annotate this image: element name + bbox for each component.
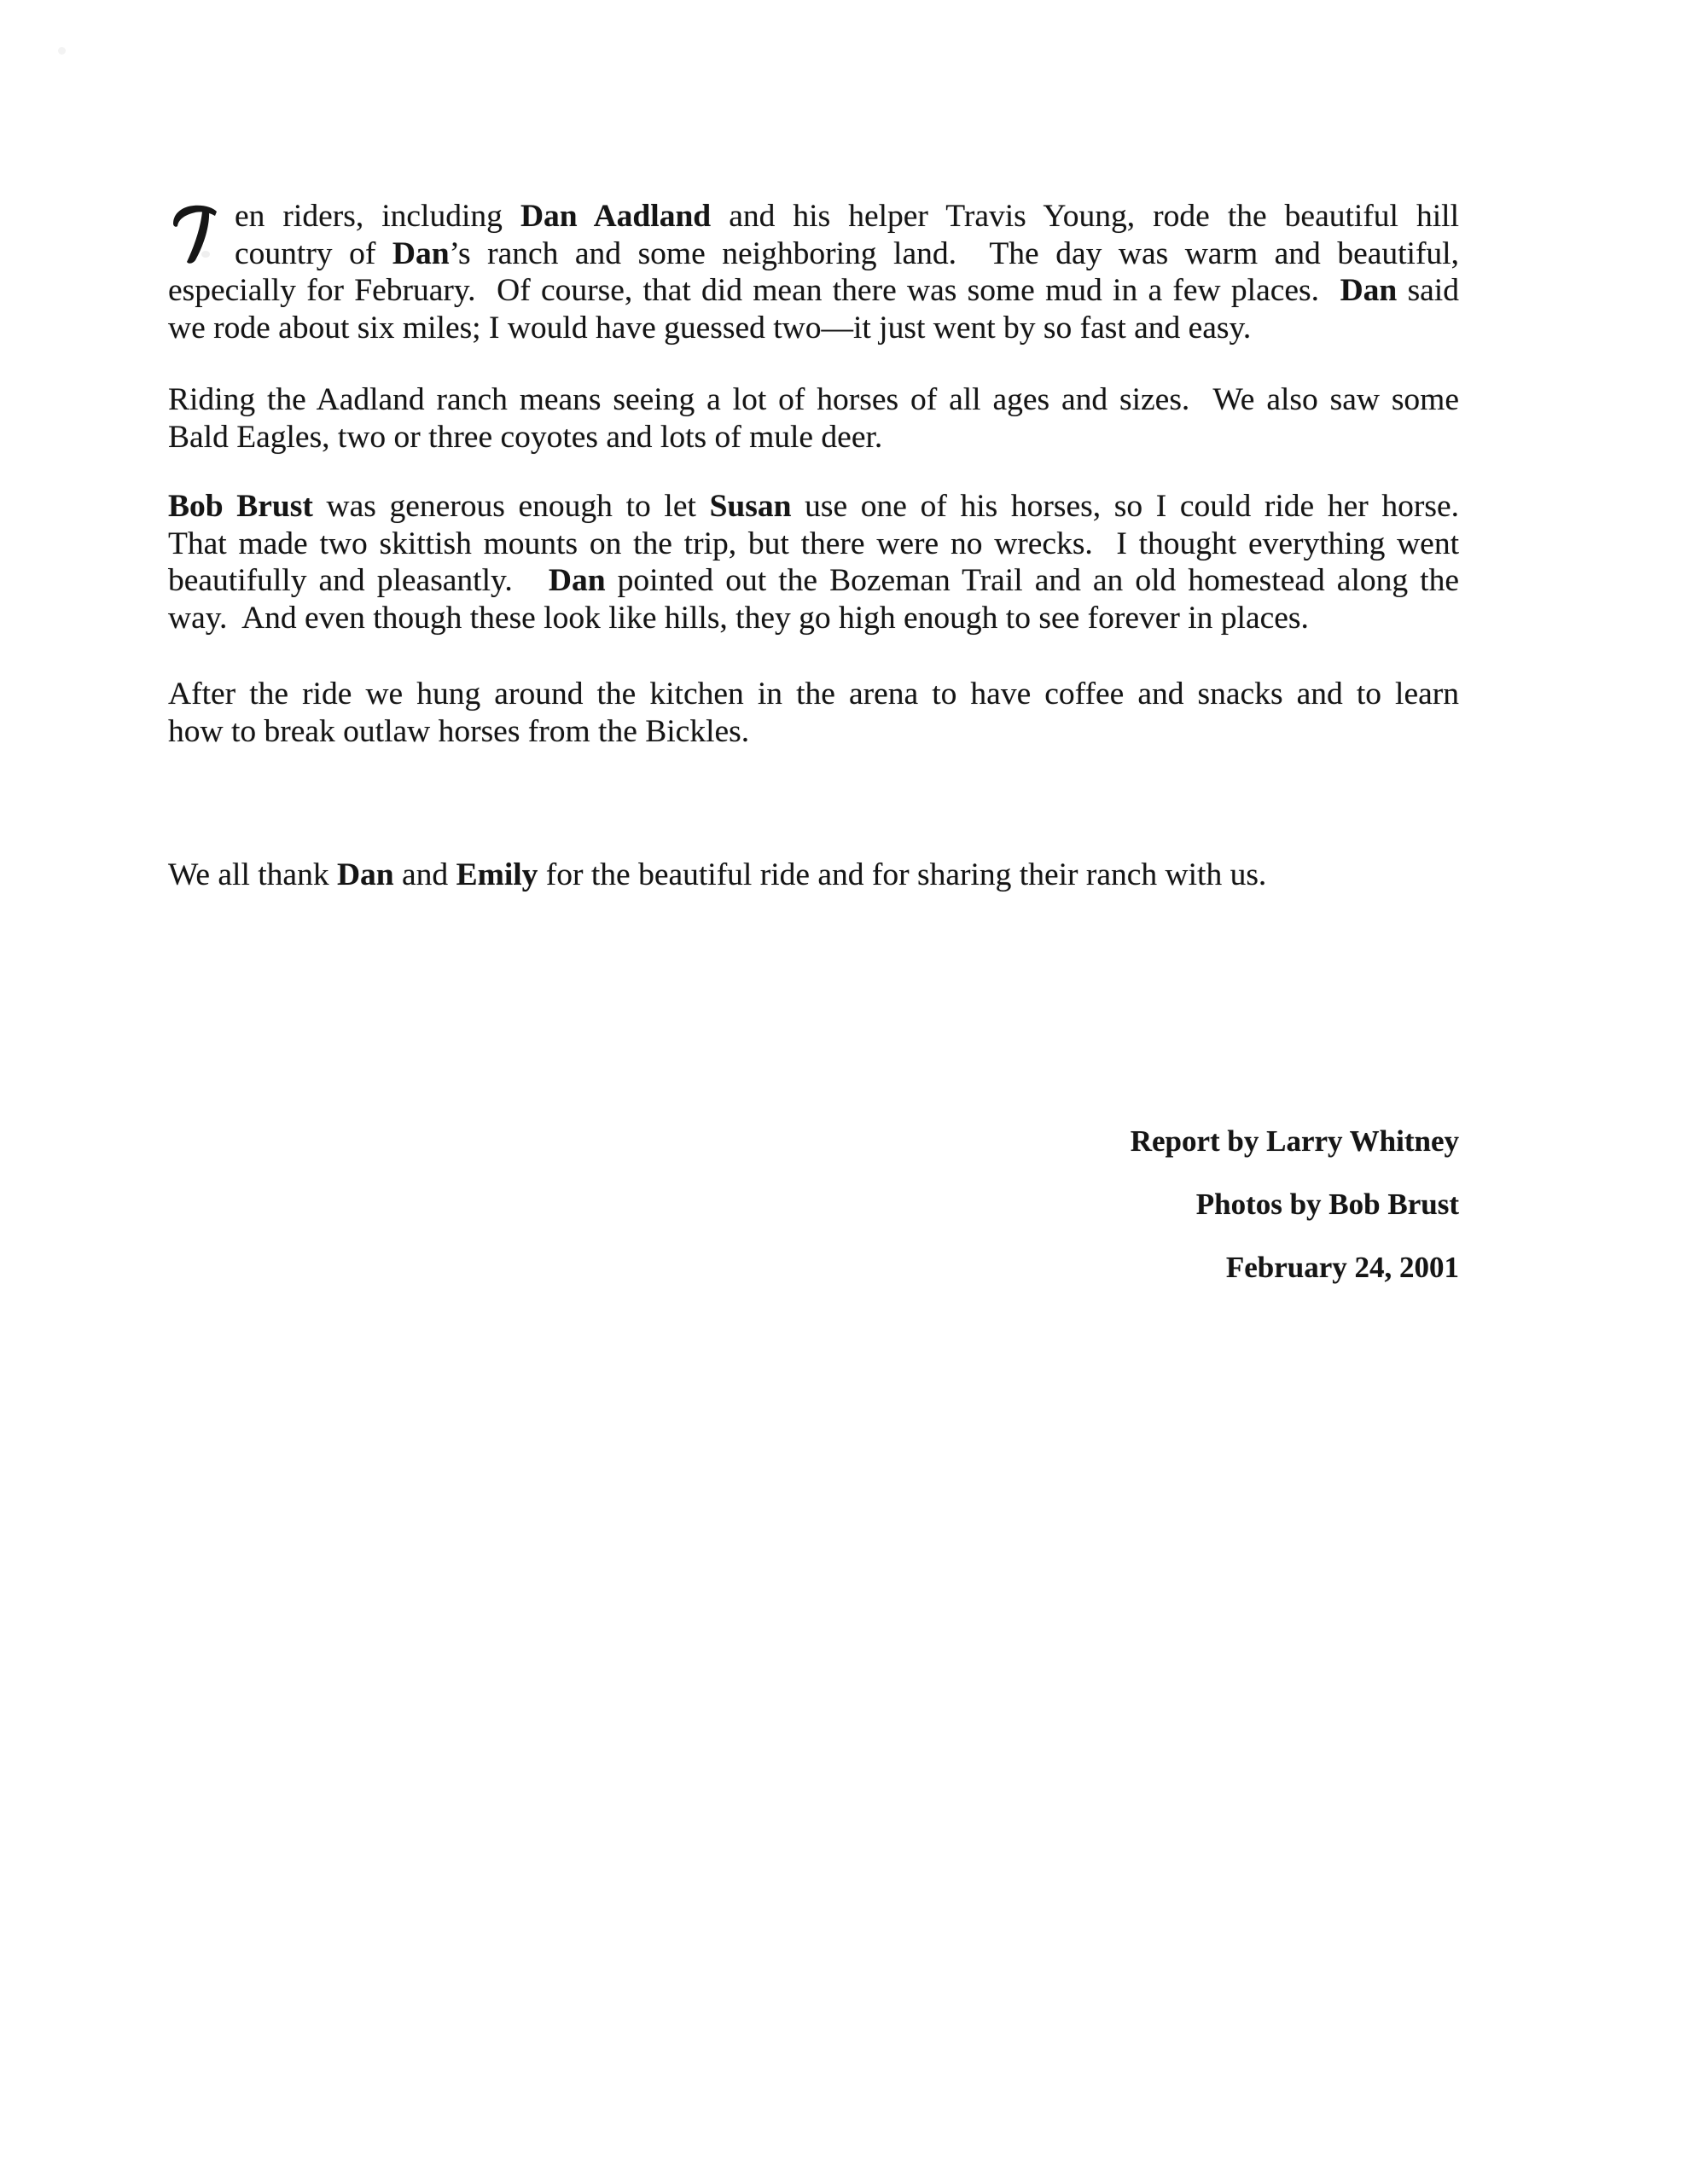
text-line: en riders, including Dan Aadland and his helper Travis Young, rode the beautiful hill <box>235 199 1460 234</box>
paragraph-2 <box>168 381 1459 456</box>
text-line: especially for February. Of course, that did mean there was some mud in a few places. Dan said <box>168 273 1459 308</box>
bold-name: Emily <box>456 857 538 892</box>
text-line: Bald Eagles, two or three coyotes and lots of mule deer. <box>168 419 883 455</box>
report-credit: Report by Larry Whitney <box>1130 1124 1459 1158</box>
bold-name: Dan <box>336 857 394 892</box>
photo-credit: Photos by Bob Brust <box>1195 1188 1459 1221</box>
paragraph-5 <box>168 857 1459 894</box>
paragraph-3 <box>168 488 1459 636</box>
text-line: way. And even though these look like hills, they go high enough to see forever in places. <box>168 600 1309 636</box>
text-line: how to break outlaw horses from the Bickles. <box>168 713 750 749</box>
text-line: beautifully and pleasantly. Dan pointed out the Bozeman Trail and an old homestead along the <box>168 563 1459 598</box>
text-line: We all thank Dan and Emily for the beautiful ride and for sharing their ranch with us. <box>168 857 1267 892</box>
text-line: That made two skittish mounts on the trip, but there were no wrecks. I thought everything went <box>168 526 1459 561</box>
text-line: country of Dan’s ranch and some neighboring land. The day was warm and beautiful, <box>235 235 1459 271</box>
text-line: Riding the Aadland ranch means seeing a lot of horses of all ages and sizes. We also saw some <box>168 382 1459 417</box>
bold-name: Dan <box>1340 273 1398 308</box>
bold-name: Susan <box>709 489 792 524</box>
paragraph-4 <box>168 676 1459 750</box>
bold-name: Dan <box>392 235 450 271</box>
paragraph-1 <box>168 198 1459 346</box>
credits-block <box>168 1123 1459 1312</box>
bold-name: Bob Brust <box>168 489 313 524</box>
bold-name: Dan Aadland <box>520 199 712 234</box>
text-line: After the ride we hung around the kitchen in the arena to have coffee and snacks and to learn <box>168 677 1459 712</box>
report-date: February 24, 2001 <box>1225 1251 1459 1284</box>
article-body <box>168 198 1459 894</box>
text-line: we rode about six miles; I would have guessed two—it just went by so fast and easy. <box>168 310 1252 346</box>
bold-name: Dan <box>548 563 606 598</box>
scan-speck <box>58 47 66 55</box>
text-line: Bob Brust was generous enough to let Susan use one of his horses, so I could ride her horse. <box>168 489 1459 524</box>
